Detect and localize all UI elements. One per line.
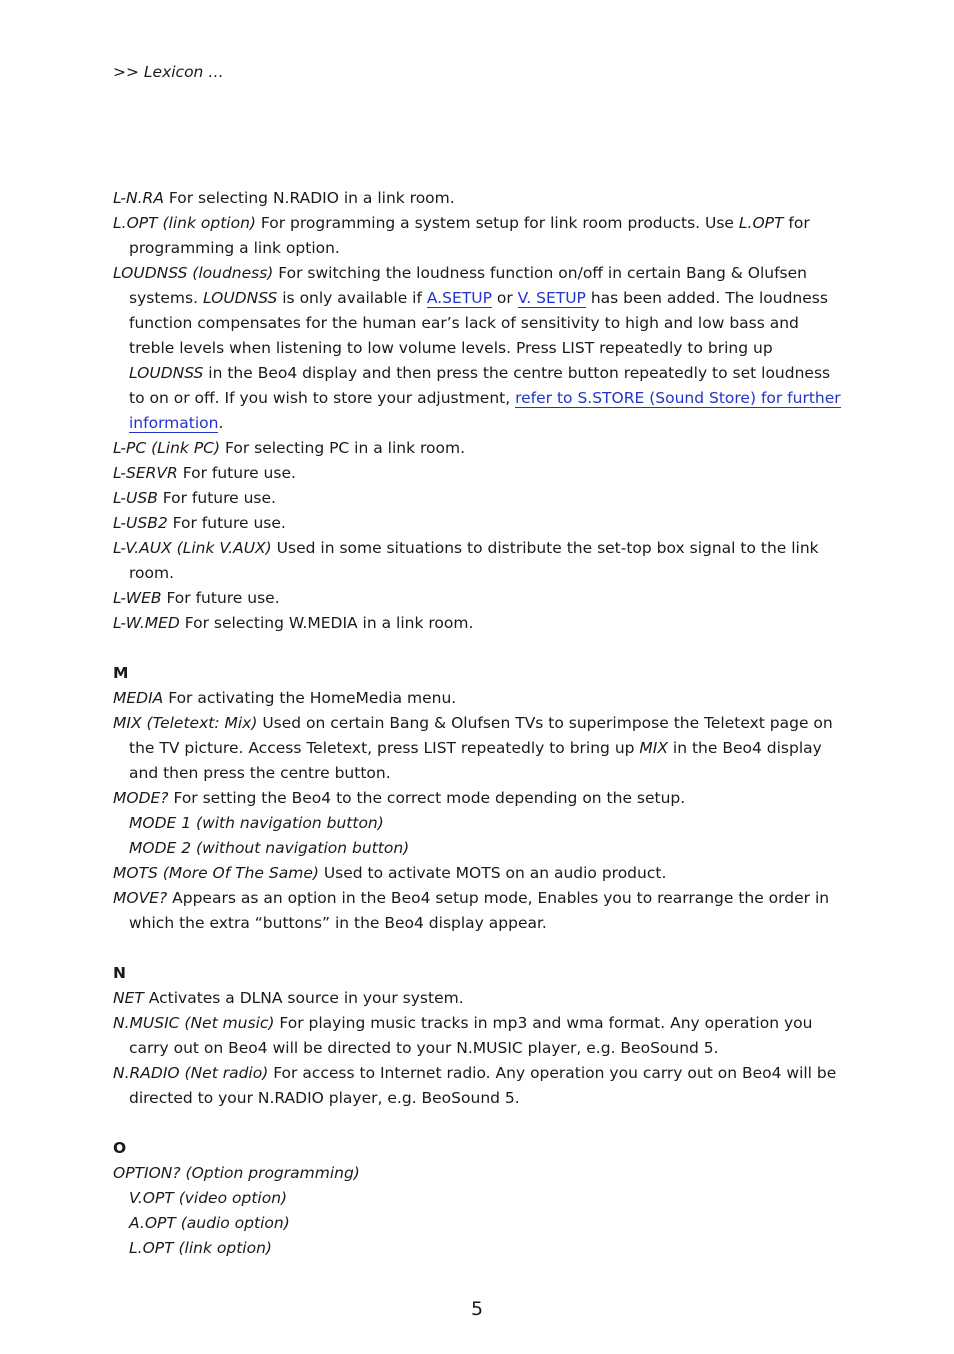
entry-term-inline: L.OPT bbox=[738, 214, 784, 232]
entry-term-inline: LOUDNSS bbox=[202, 289, 278, 307]
page-number: 5 bbox=[470, 1298, 484, 1320]
link-v-setup[interactable]: V. SETUP bbox=[517, 289, 586, 307]
entry-desc: For selecting N.RADIO in a link room. bbox=[163, 189, 455, 207]
entry-term: L-USB bbox=[113, 489, 158, 507]
entry-term: LOUDNSS (loudness) bbox=[113, 264, 274, 282]
lexicon-entry-move bbox=[113, 886, 848, 936]
link-a-setup[interactable]: A.SETUP bbox=[426, 289, 492, 307]
section-letter-m: M bbox=[113, 664, 129, 682]
link-s-store[interactable]: refer to S.STORE (Sound Store) for further information bbox=[129, 389, 841, 432]
entry-term: NET bbox=[113, 989, 144, 1007]
lexicon-entry-l-web bbox=[113, 586, 848, 611]
entry-desc: For switching the loudness function on/off in certain Bang & Olufsen systems. bbox=[129, 264, 807, 307]
entry-term-inline: MIX bbox=[639, 739, 668, 757]
entry-term: MOTS (More Of The Same) bbox=[113, 864, 319, 882]
entry-desc: Used on certain Bang & Olufsen TVs to superimpose the Teletext page on the TV picture. Access Teletext, press LIST repeatedly to bring up bbox=[129, 714, 833, 757]
entry-term: L.OPT (link option) bbox=[113, 214, 256, 232]
lexicon-entry-media bbox=[113, 686, 848, 711]
lexicon-entry-l-n-ra bbox=[113, 186, 848, 211]
entry-term-inline: LOUDNSS bbox=[129, 364, 204, 382]
lexicon-entry-n-radio bbox=[113, 1061, 848, 1111]
mode-sub-item: MODE 2 (without navigation button) bbox=[129, 839, 410, 857]
entry-desc: has been added. The loudness function compensates for the human ear’s lack of sensitivity to high and low bass and treble levels when listening to low volume levels. Press LIST repeatedly to bring up bbox=[129, 289, 828, 357]
entry-desc: . bbox=[218, 414, 224, 432]
breadcrumb: >> Lexicon … bbox=[113, 63, 224, 81]
entry-term: L-N.RA bbox=[113, 189, 164, 207]
entry-desc: For future use. bbox=[167, 514, 286, 532]
entry-desc: in the Beo4 display and then press the centre button. bbox=[129, 739, 822, 782]
lexicon-entry-l-usb2 bbox=[113, 511, 848, 536]
section-letter-o: O bbox=[113, 1139, 127, 1157]
entry-desc: For programming a system setup for link room products. Use bbox=[255, 214, 739, 232]
lexicon-content bbox=[113, 186, 848, 1261]
entry-desc: For future use. bbox=[157, 489, 276, 507]
lexicon-entry-l-servr bbox=[113, 461, 848, 486]
entry-desc: Used in some situations to distribute the set-top box signal to the link room. bbox=[129, 539, 819, 582]
option-sub-item: A.OPT (audio option) bbox=[129, 1214, 290, 1232]
lexicon-entry-l-usb bbox=[113, 486, 848, 511]
entry-desc: in the Beo4 display and then press the centre button repeatedly to set loudness to on or off. If you wish to store your adjustment, bbox=[129, 364, 831, 407]
lexicon-entry-loudnss bbox=[113, 261, 848, 436]
lexicon-entry-mots bbox=[113, 861, 848, 886]
entry-desc: Appears as an option in the Beo4 setup mode, Enables you to rearrange the order in which the extra “buttons” in the Beo4 display appear. bbox=[129, 889, 830, 932]
entry-desc: For setting the Beo4 to the correct mode depending on the setup. bbox=[168, 789, 686, 807]
entry-term: L-W.MED bbox=[113, 614, 180, 632]
entry-term: L-SERVR bbox=[113, 464, 178, 482]
entry-desc: or bbox=[491, 289, 518, 307]
entry-term: N.RADIO (Net radio) bbox=[113, 1064, 269, 1082]
entry-term: MEDIA bbox=[113, 689, 164, 707]
entry-desc: For selecting W.MEDIA in a link room. bbox=[179, 614, 474, 632]
entry-term: L-V.AUX (Link V.AUX) bbox=[113, 539, 272, 557]
entry-desc: For future use. bbox=[161, 589, 280, 607]
entry-term: MOVE? bbox=[113, 889, 168, 907]
entry-desc: Activates a DLNA source in your system. bbox=[143, 989, 464, 1007]
entry-desc: For future use. bbox=[177, 464, 296, 482]
lexicon-entry-option bbox=[113, 1161, 848, 1186]
lexicon-entry-l-v-aux bbox=[113, 536, 848, 586]
entry-term: L-WEB bbox=[113, 589, 162, 607]
section-letter-n: N bbox=[113, 964, 126, 982]
lexicon-entry-mode bbox=[113, 786, 848, 811]
lexicon-entry-net bbox=[113, 986, 848, 1011]
entry-term: MODE? bbox=[113, 789, 169, 807]
lexicon-entry-l-w-med bbox=[113, 611, 848, 636]
entry-term: OPTION? (Option programming) bbox=[113, 1164, 360, 1182]
entry-term: L-USB2 bbox=[113, 514, 168, 532]
lexicon-entry-l-opt bbox=[113, 211, 848, 261]
entry-desc: Used to activate MOTS on an audio product. bbox=[318, 864, 667, 882]
entry-term: N.MUSIC (Net music) bbox=[113, 1014, 275, 1032]
entry-desc: For selecting PC in a link room. bbox=[220, 439, 466, 457]
entry-term: MIX (Teletext: Mix) bbox=[113, 714, 258, 732]
entry-desc: for programming a link option. bbox=[129, 214, 810, 257]
option-sub-item: L.OPT (link option) bbox=[129, 1239, 272, 1257]
entry-desc: For access to Internet radio. Any operation you carry out on Beo4 will be directed to your N.RADIO player, e.g. BeoSound 5. bbox=[129, 1064, 837, 1107]
entry-term: L-PC (Link PC) bbox=[113, 439, 221, 457]
entry-desc: For playing music tracks in mp3 and wma format. Any operation you carry out on Beo4 will be directed to your N.MUSIC player, e.g. BeoSound 5. bbox=[129, 1014, 813, 1057]
mode-sub-item: MODE 1 (with navigation button) bbox=[129, 814, 384, 832]
option-sub-item: V.OPT (video option) bbox=[129, 1189, 288, 1207]
lexicon-entry-n-music bbox=[113, 1011, 848, 1061]
entry-desc: For activating the HomeMedia menu. bbox=[163, 689, 457, 707]
lexicon-entry-l-pc bbox=[113, 436, 848, 461]
lexicon-entry-mix bbox=[113, 711, 848, 786]
entry-desc: is only available if bbox=[277, 289, 427, 307]
